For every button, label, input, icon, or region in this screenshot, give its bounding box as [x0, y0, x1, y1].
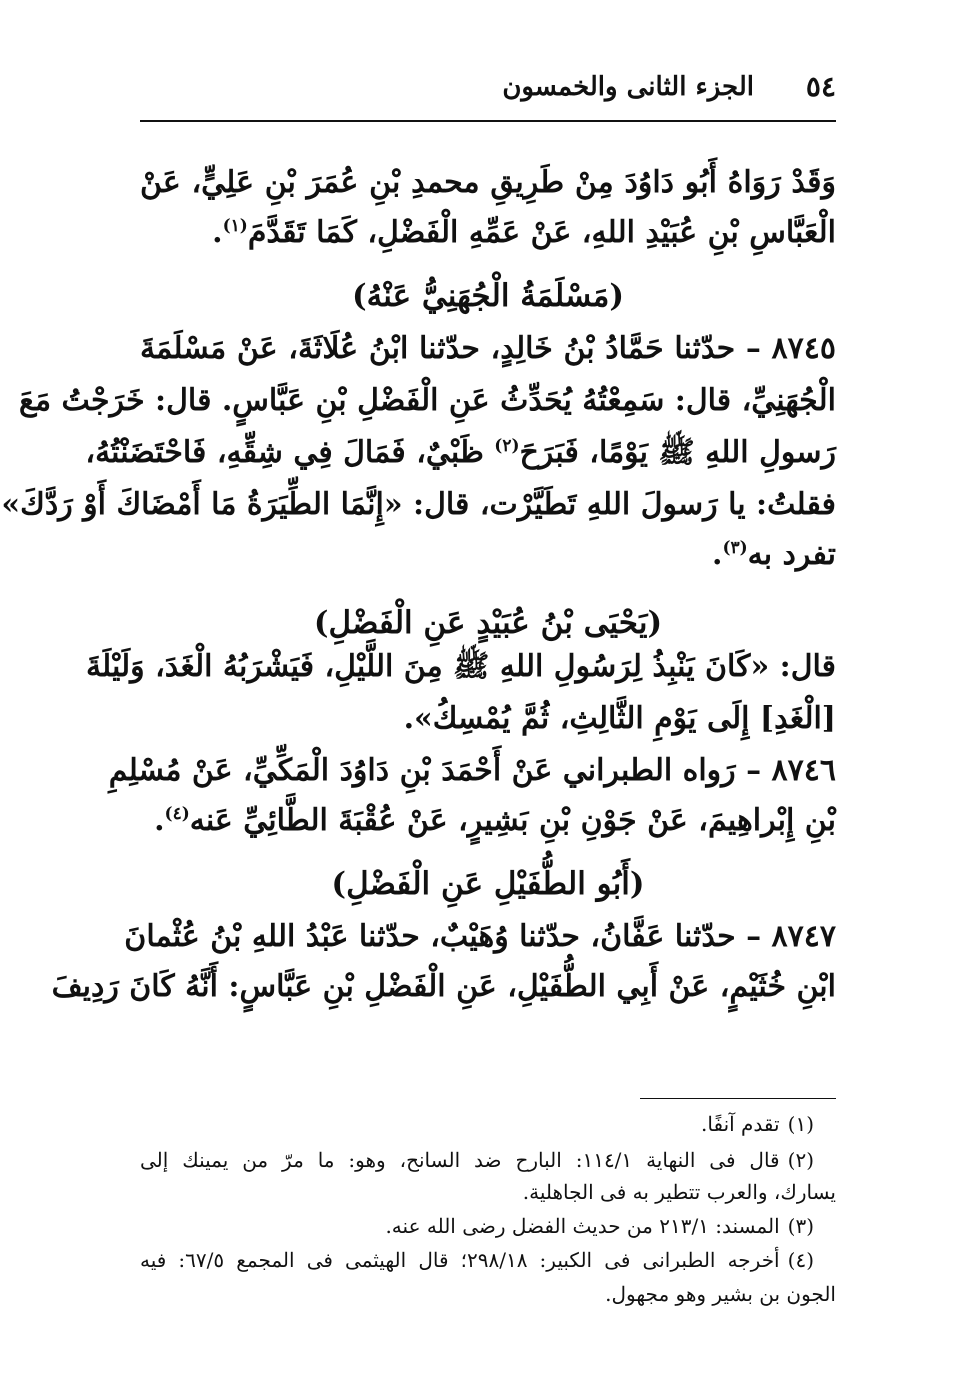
- hadith-number: ٨٧٤٧: [771, 919, 836, 954]
- running-header: [140, 70, 836, 110]
- body-line: [140, 210, 836, 255]
- footnote: [140, 1246, 814, 1274]
- page-number: ٥٤: [805, 70, 836, 103]
- book-page: [1, 60, 836, 1380]
- body-text: قال: «كَانَ يَنْبِذُ لِرَسُولِ اللهِ ﷺ مِنَ اللَّيْلِ، فَيَشْرَبُهُ الْغَدَ، وَلَيْلَةَ: [85, 649, 836, 684]
- body-text: تفرد به: [747, 537, 836, 572]
- footnote-continuation: [140, 1280, 836, 1308]
- footnote-text: قال فى النهاية ١١٤/١: البارح ضد السانح، وهو: ما مرّ من يمينك إلى: [140, 1148, 780, 1172]
- body-line: [108, 748, 836, 793]
- period: .: [212, 215, 223, 250]
- footnote-number: (٣): [787, 1214, 814, 1238]
- body-text: ظَبْيٌ، فَمَالَ فِي شِقِّهِ، فَاحْتَضَنْتُهُ،: [85, 435, 484, 470]
- footnote-number: (٢): [787, 1148, 814, 1172]
- body-line: [140, 696, 836, 741]
- section-heading: (أَبُو الطُّفَيْلِ عَنِ الْفَضْلِ): [331, 866, 645, 902]
- footnote-text: أخرجه الطبرانى فى الكبير: ٢٩٨/١٨؛ قال الهيثمى فى المجمع ٦٧/٥: فيه: [140, 1248, 780, 1272]
- footnote-reference: (٤): [164, 804, 190, 824]
- body-line: [85, 430, 836, 475]
- body-text: – رَواه الطبراني عَنْ أَحْمَدَ بْنِ دَاوُدَ الْمَكِّيِّ، عَنْ مُسْلِمِ: [108, 753, 762, 788]
- body-text: الْعَبَّاسِ بْنِ عُبَيْدِ اللهِ، عَنْ عَمِّهِ الْفَضْلِ، كَمَا تَقَدَّمَ: [247, 215, 836, 250]
- footnote-text: يسارك، والعرب تتطير به فى الجاهلية.: [522, 1180, 836, 1204]
- footnote-reference: (٣): [722, 538, 748, 558]
- volume-title: الجزء الثانى والخمسون: [502, 72, 754, 102]
- body-line: [85, 644, 836, 689]
- body-line: [19, 378, 836, 423]
- body-line: [1, 482, 836, 527]
- body-text: وَقَدْ رَوَاهُ أَبُو دَاوُدَ مِنْ طَرِيقِ محمدِ بْنِ عُمَرَ بْنِ عَلِيٍّ، عَنْ: [140, 165, 836, 200]
- period: .: [154, 803, 165, 838]
- period: .: [711, 537, 723, 572]
- body-line: [124, 914, 836, 959]
- body-line: [140, 160, 836, 205]
- body-line: [140, 326, 836, 371]
- body-text: ابْنِ خُثَيْمٍ، عَنْ أَبِي الطُّفَيْلِ، عَنِ الْفَضْلِ بْنِ عَبَّاسٍ: أَنَّهُ كَانَ رَدِيفَ: [51, 969, 836, 1004]
- header-rule: [140, 120, 836, 122]
- footnote-reference: (٢): [494, 436, 520, 456]
- footnote-rule: [640, 1098, 836, 1099]
- footnote: [140, 1212, 814, 1240]
- body-line: [140, 798, 836, 843]
- hadith-number: ٨٧٤٦: [771, 753, 836, 788]
- section-heading: (يَحْيَى بْنُ عُبَيْدٍ عَنِ الْفَضْلِ): [313, 605, 663, 641]
- footnote: [140, 1146, 814, 1174]
- body-text: – حدّثنا عَفَّانُ، حدّثنا وُهَيْبٌ، حدّثنا عَبْدُ اللهِ بْنُ عُثْمانَ: [124, 919, 762, 954]
- footnote: [140, 1110, 814, 1138]
- body-line: [51, 964, 836, 1009]
- body-text: فقلتُ: يا رَسولَ اللهِ تَطَيَّرْت، قال: «إِنَّمَا الطِّيَرَةُ مَا أَمْضَاكَ أَوْ رَدَّكَ»: [1, 487, 836, 522]
- body-text: بْنِ إِبْراهِيمَ، عَنْ جَوْنِ بْنِ بَشِيرٍ، عَنْ عُقْبَةَ الطَّائِيِّ عَنه: [189, 803, 836, 838]
- body-line: [140, 532, 836, 577]
- body-text: رَسولِ اللهِ ﷺ يَوْمًا، فَبَرَحَ: [519, 435, 836, 470]
- footnote-number: (١): [787, 1112, 814, 1136]
- body-text: – حدّثنا حَمَّادُ بْنُ خَالِدٍ، حدّثنا ابْنُ عُلَاثَةَ، عَنْ مَسْلَمَةَ: [140, 331, 761, 366]
- footnote-reference: (١): [222, 216, 248, 236]
- hadith-number: ٨٧٤٥: [771, 331, 836, 366]
- footnote-continuation: [140, 1178, 836, 1206]
- footnote-text: الجون بن بشير وهو مجهول.: [605, 1282, 836, 1306]
- footnote-number: (٤): [787, 1248, 814, 1272]
- footnote-text: المسند: ٢١٣/١ من حديث الفضل رضى الله عنه.: [385, 1214, 780, 1238]
- footnote-text: تقدم آنفًا.: [701, 1112, 780, 1136]
- body-text: الْجُهَنِيِّ، قال: سَمِعْتُهُ يُحَدِّثُ عَنِ الْفَضْلِ بْنِ عَبَّاسٍ. قال: خَرَجْتُ مَعَ: [19, 383, 836, 418]
- section-heading: (مَسْلَمَةُ الْجُهَنِيُّ عَنْهُ): [351, 278, 624, 314]
- body-text: [الْغَدِ] إِلَى يَوْمِ الثَّالِثِ، ثُمَّ يُمْسِكُ».: [403, 701, 836, 736]
